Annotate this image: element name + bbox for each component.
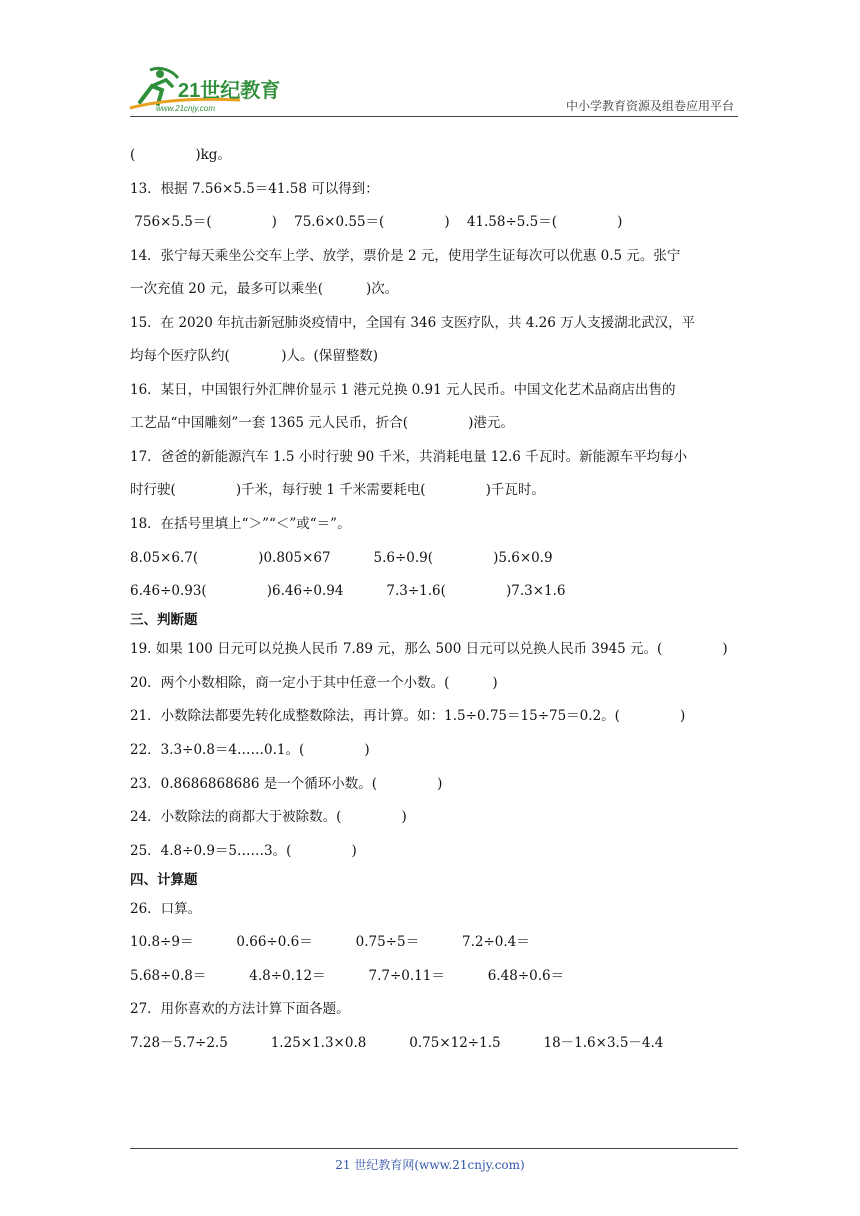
header-divider <box>130 116 738 117</box>
question-17: 17．爸爸的新能源汽车 1.5 小时行驶 90 千米，共消耗电量 12.6 千瓦时。新能源车平均每小 <box>130 449 688 465</box>
text-line: 均每个医疗队约( )人。(保留整数) <box>130 348 379 364</box>
text-line: 8.05×6.7( )0.805×67 5.6÷0.9( )5.6×0.9 <box>130 550 553 566</box>
text-line: 一次充值 20 元，最多可以乘坐( )次。 <box>130 281 399 297</box>
section-heading-judgement: 三、判断题 <box>130 612 198 628</box>
page-header <box>120 64 740 116</box>
question-21: 21．小数除法都要先转化成整数除法，再计算。如：1.5÷0.75＝15÷75＝0.2。( ) <box>130 708 686 724</box>
question-19: 19. 如果 100 日元可以兑换人民币 7.89 元，那么 500 日元可以兑换人民币 3945 元。( ) <box>130 641 728 657</box>
platform-name: 中小学教育资源及组卷应用平台 <box>565 99 734 113</box>
text-line: 756×5.5＝( ) 75.6×0.55＝( ) 41.58÷5.5＝( ) <box>130 214 623 230</box>
svg-text:www.21cnjy.com: www.21cnjy.com <box>156 104 215 113</box>
text-line: 工艺品“中国雕刻”一套 1365 元人民币，折合( )港元。 <box>130 415 514 431</box>
question-25: 25．4.8÷0.9＝5……3。( ) <box>130 843 357 859</box>
text-line: ( )kg。 <box>130 147 231 163</box>
footer-source: 21 世纪教育网(www.21cnjy.com) <box>335 1158 525 1172</box>
text-line: 时行驶( )千米，每行驶 1 千米需要耗电( )千瓦时。 <box>130 482 545 498</box>
question-23: 23．0.8686868686 是一个循环小数。( ) <box>130 776 443 792</box>
question-20: 20．两个小数相除，商一定小于其中任意一个小数。( ) <box>130 675 498 691</box>
question-26: 26．口算。 <box>130 901 202 917</box>
footer-divider <box>130 1148 738 1149</box>
question-15: 15．在 2020 年抗击新冠肺炎疫情中，全国有 346 支医疗队，共 4.26 万人支援湖北武汉，平 <box>130 315 696 331</box>
question-13: 13．根据 7.56×5.5＝41.58 可以得到： <box>130 181 379 197</box>
text-line: 6.46÷0.93( )6.46÷0.94 7.3÷1.6( )7.3×1.6 <box>130 583 566 599</box>
question-16: 16．某日，中国银行外汇牌价显示 1 港元兑换 0.91 元人民币。中国文化艺术品商店出售的 <box>130 382 676 398</box>
section-heading-calculation: 四、计算题 <box>130 872 198 888</box>
text-line: 5.68÷0.8＝ 4.8÷0.12＝ 7.7÷0.11＝ 6.48÷0.6＝ <box>130 968 565 984</box>
logo-runner-icon <box>120 64 295 114</box>
question-27: 27．用你喜欢的方法计算下面各题。 <box>130 1001 350 1017</box>
question-14: 14．张宁每天乘坐公交车上学、放学，票价是 2 元，使用学生证每次可以优惠 0.5 元。张宁 <box>130 248 681 264</box>
question-22: 22．3.3÷0.8＝4……0.1。( ) <box>130 742 370 758</box>
question-24: 24．小数除法的商都大于被除数。( ) <box>130 809 407 825</box>
svg-text:21世纪教育: 21世纪教育 <box>178 80 281 102</box>
text-line: 10.8÷9＝ 0.66÷0.6＝ 0.75÷5＝ 7.2÷0.4＝ <box>130 934 530 950</box>
question-18: 18．在括号里填上“＞”“＜”或“＝”。 <box>130 516 351 532</box>
text-line: 7.28－5.7÷2.5 1.25×1.3×0.8 0.75×12÷1.5 18－1.6×3.5－4.4 <box>130 1035 664 1051</box>
